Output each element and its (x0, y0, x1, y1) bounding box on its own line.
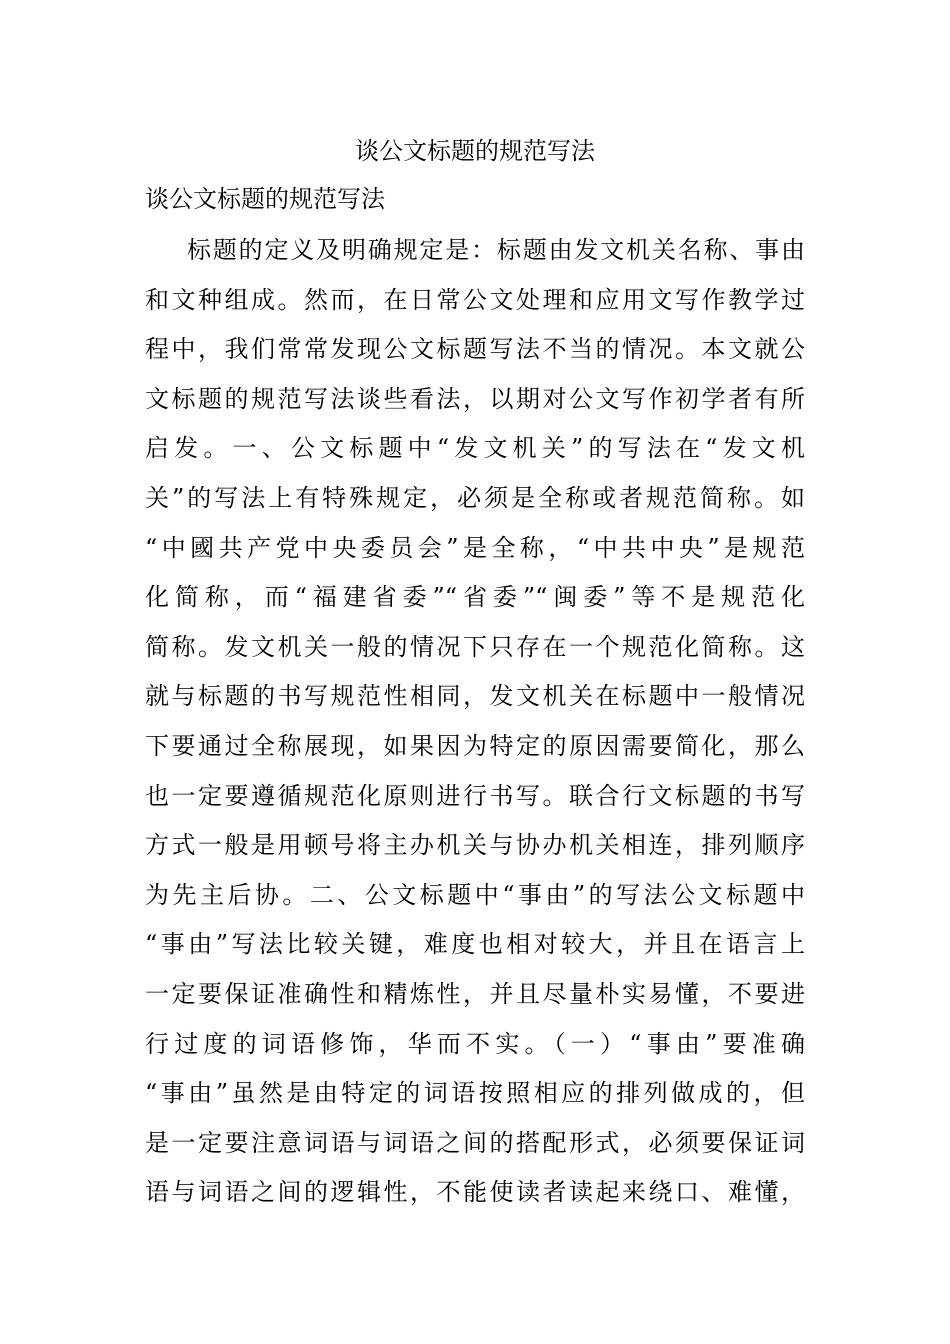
text-line: 关”的写法上有特殊规定，必须是全称或者规范简称。如 (145, 483, 805, 512)
document-subtitle: 谈公文标题的规范写法 (145, 185, 385, 213)
text-line: 方式一般是用顿号将主办机关与协办机关相连，排列顺序 (145, 831, 805, 860)
text-line: “中國共产党中央委员会”是全称，“中共中央”是规范 (145, 533, 805, 562)
text-line: 化简称，而“福建省委”“省委”“闽委”等不是规范化 (145, 583, 805, 612)
text-line: 语与词语之间的逻辑性，不能使读者读起来绕口、难懂， (145, 1178, 805, 1207)
text-line: 也一定要遵循规范化原则进行书写。联合行文标题的书写 (145, 781, 805, 810)
text-line: “事由”虽然是由特定的词语按照相应的排列做成的，但 (145, 1079, 805, 1108)
text-line: 简称。发文机关一般的情况下只存在一个规范化简称。这 (145, 632, 805, 661)
text-line: 下要通过全称展现，如果因为特定的原因需要简化，那么 (145, 731, 805, 760)
text-line: 和文种组成。然而，在日常公文处理和应用文写作教学过 (145, 285, 805, 314)
text-line: 为先主后协。二、公文标题中“事由”的写法公文标题中 (145, 880, 805, 909)
text-line: 标题的定义及明确规定是：标题由发文机关名称、事由 (187, 236, 805, 264)
text-line: 是一定要注意词语与词语之间的搭配形式，必须要保证词 (145, 1128, 805, 1157)
text-line: 就与标题的书写规范性相同，发文机关在标题中一般情况 (145, 682, 805, 711)
text-line: “事由”写法比较关键，难度也相对较大，并且在语言上 (145, 930, 805, 959)
body-text (145, 232, 805, 1224)
text-line: 程中，我们常常发现公文标题写法不当的情况。本文就公 (145, 335, 805, 364)
document-title: 谈公文标题的规范写法 (355, 137, 595, 165)
text-line: 启发。一、公文标题中“发文机关”的写法在“发文机 (145, 434, 805, 463)
text-line: 文标题的规范写法谈些看法，以期对公文写作初学者有所 (145, 384, 805, 413)
text-line: 行过度的词语修饰，华而不实。（一）“事由”要准确 (145, 1029, 805, 1058)
text-line: 一定要保证准确性和精炼性，并且尽量朴实易懂，不要进 (145, 979, 805, 1008)
